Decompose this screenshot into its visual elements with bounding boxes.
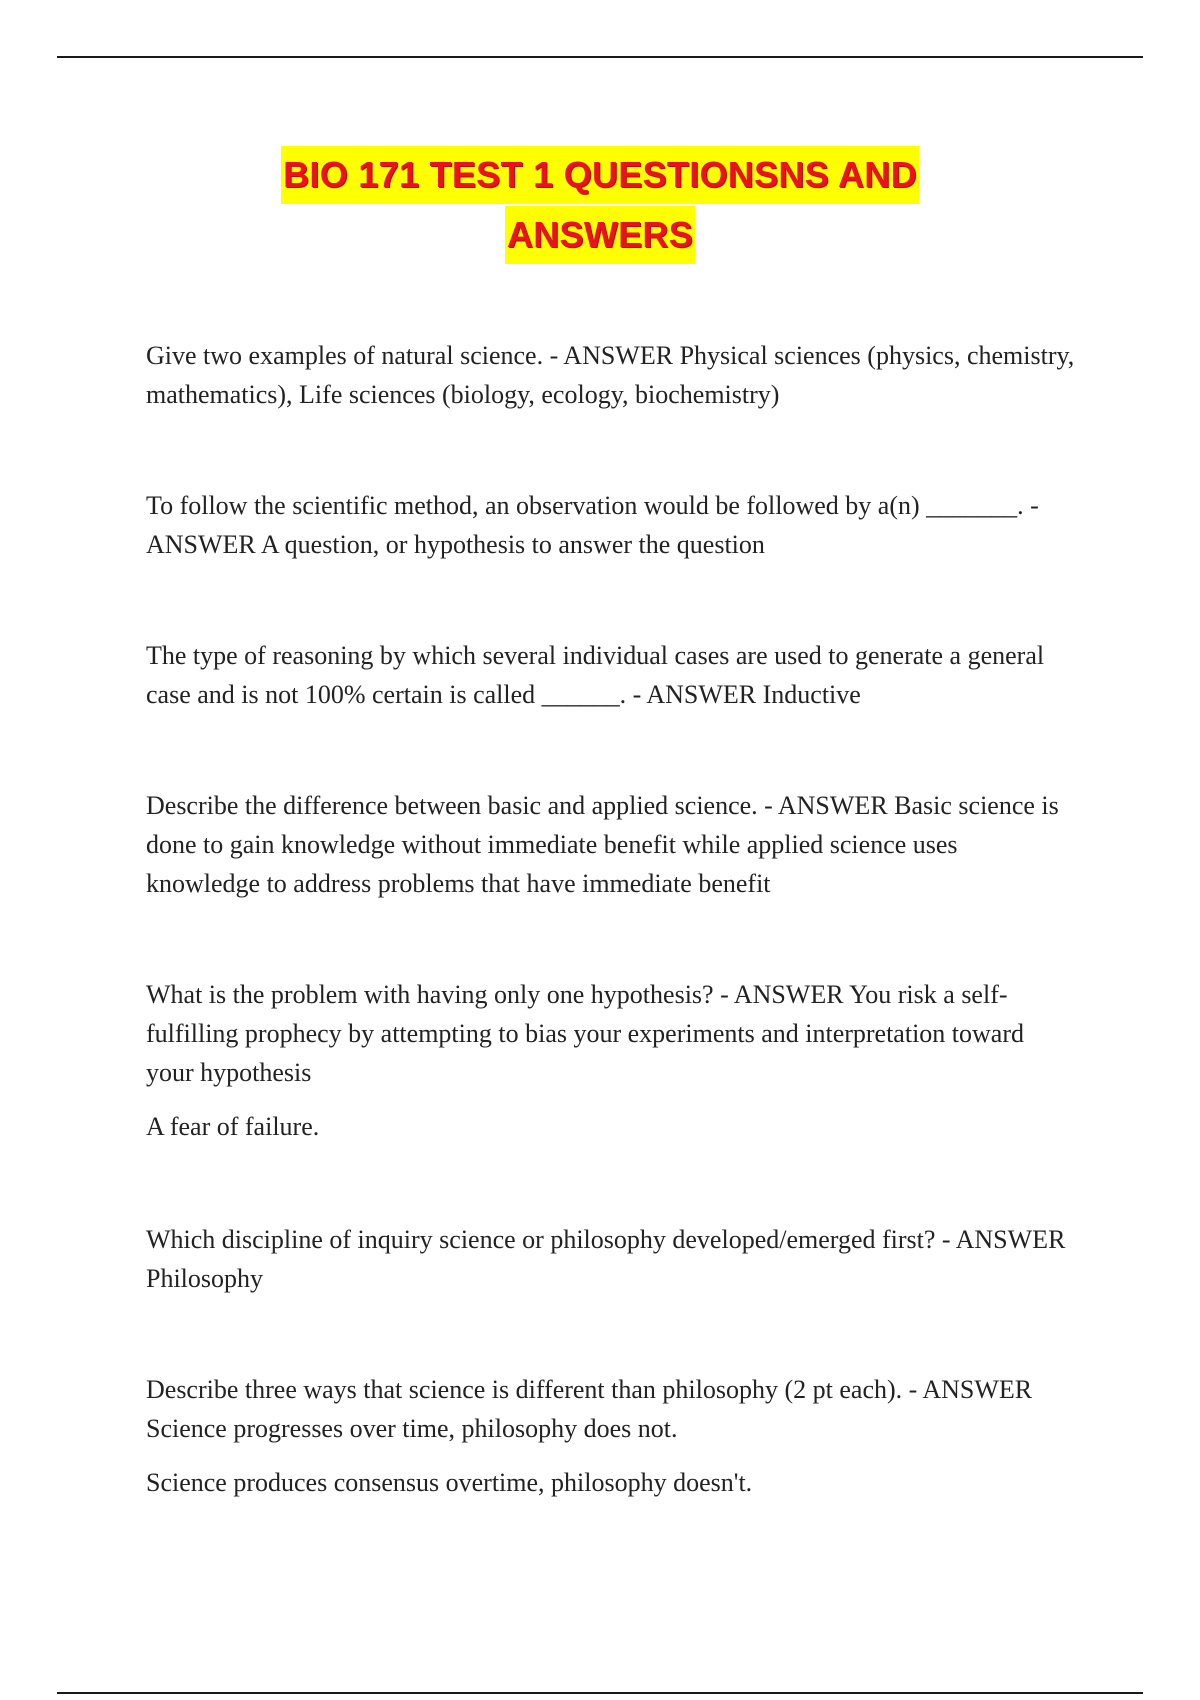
- qa-item-5: [146, 975, 1066, 1146]
- qa-item-1: [146, 336, 1076, 414]
- qa-item-text: Describe the difference between basic and applied science. - ANSWER Basic science is done to gain knowledge without immediate benefit while applied science uses knowledge to address problems that have immediate benefit: [146, 791, 1059, 898]
- qa-item-text: The type of reasoning by which several individual cases are used to generate a general case and is not 100% certain is called ______. - ANSWER Inductive: [146, 641, 1045, 709]
- qa-item-6: [146, 1220, 1066, 1298]
- qa-item-text: Describe three ways that science is different than philosophy (2 pt each). - ANSWER Science progresses over time, philosophy does not.: [146, 1375, 1033, 1443]
- title-line-2: ANSWERS: [505, 206, 695, 264]
- qa-item-text: Which discipline of inquiry science or philosophy developed/emerged first? - ANSWER Philosophy: [146, 1225, 1066, 1293]
- qa-item-4: [146, 786, 1066, 903]
- qa-item-text: To follow the scientific method, an observation would be followed by a(n) _______. - ANSWER A question, or hypothesis to answer the question: [146, 491, 1039, 559]
- qa-item-text: Give two examples of natural science. - ANSWER Physical sciences (physics, chemistry, mathematics), Life sciences (biology, ecology, biochemistry): [146, 341, 1075, 409]
- document-title: [0, 146, 1200, 264]
- qa-item-2: [146, 486, 1066, 564]
- footer-rule: [57, 1692, 1143, 1694]
- header-rule: [57, 56, 1143, 58]
- qa-item-extra: Science produces consensus overtime, philosophy doesn't.: [146, 1468, 753, 1497]
- qa-item-3: [146, 636, 1066, 714]
- qa-item-extra: A fear of failure.: [146, 1112, 320, 1141]
- title-line-1: BIO 171 TEST 1 QUESTIONSNS AND: [281, 146, 919, 204]
- qa-item-text: What is the problem with having only one hypothesis? - ANSWER You risk a self-fulfilling prophecy by attempting to bias your experiments and interpretation toward your hypothesis: [146, 980, 1024, 1087]
- qa-item-7: [146, 1370, 1066, 1502]
